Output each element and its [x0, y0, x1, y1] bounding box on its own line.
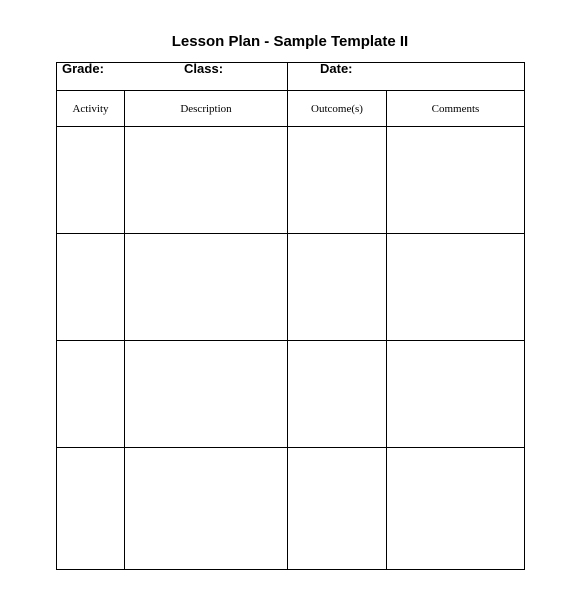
- column-header-outcomes: Outcome(s): [311, 103, 363, 115]
- class-label: Class:: [184, 61, 224, 76]
- page-title: Lesson Plan - Sample Template II: [171, 33, 409, 50]
- table-row: [56, 234, 525, 340]
- table-top-border: [56, 62, 525, 63]
- column-header-comments: Comments: [431, 103, 480, 115]
- table-row: [56, 341, 525, 447]
- lesson-plan-table: [56, 62, 525, 570]
- table-bottom-border: [56, 569, 525, 570]
- column-header-description: Description: [180, 103, 232, 115]
- date-label: Date:: [320, 61, 353, 76]
- table-row: [56, 127, 525, 233]
- table-row: [56, 448, 525, 569]
- grade-label: Grade:: [62, 61, 104, 76]
- column-header-activity: Activity: [72, 103, 109, 115]
